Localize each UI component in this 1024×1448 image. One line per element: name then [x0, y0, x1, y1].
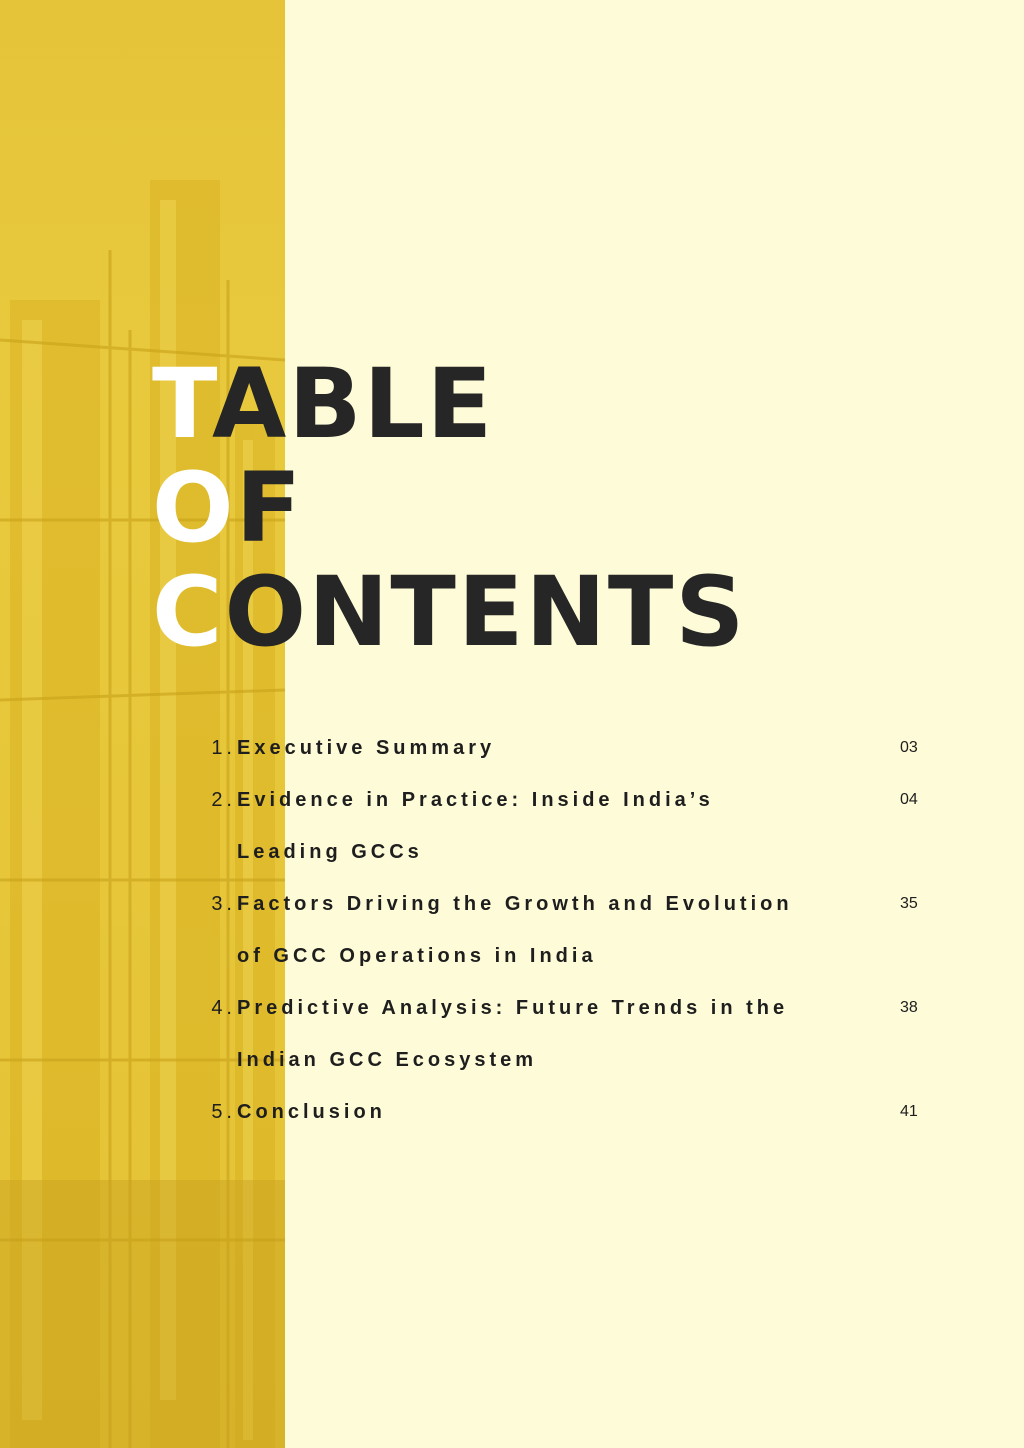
title-line-of [152, 452, 746, 564]
title-line-contents [152, 556, 747, 668]
title-initial-o: O [152, 452, 236, 564]
title-rest-f: F [235, 452, 304, 564]
toc-item-number: 4. [211, 997, 236, 1019]
title-rest-able: ABLE [212, 348, 495, 460]
title-rest-ontents: ONTENTS [224, 556, 747, 668]
toc-item-page: 04 [900, 791, 918, 808]
toc-item-page: 03 [900, 739, 918, 756]
toc-item-number: 3. [211, 893, 236, 915]
toc-item-predictive-analysis[interactable] [204, 982, 964, 1086]
toc-list [204, 722, 964, 1138]
toc-item-number: 5. [211, 1101, 236, 1123]
page-title [152, 348, 747, 668]
toc-item-page: 38 [900, 999, 918, 1016]
toc-item-evidence-in-practice[interactable] [204, 774, 964, 878]
toc-item-title: Evidence in Practice: Inside India’s Leading GCCs [237, 789, 714, 863]
toc-item-number: 2. [211, 789, 236, 811]
toc-item-number: 1. [211, 737, 236, 759]
title-line-table [152, 348, 746, 460]
toc-item-page: 35 [900, 895, 918, 912]
title-initial-c: C [152, 556, 225, 668]
toc-item-title: Factors Driving the Growth and Evolution of GCC Operations in India [237, 893, 793, 967]
toc-item-title: Conclusion [237, 1101, 386, 1123]
toc-item-conclusion[interactable] [204, 1086, 964, 1138]
title-initial-t: T [152, 348, 213, 460]
toc-item-factors-driving-growth[interactable] [204, 878, 964, 982]
toc-item-page: 41 [900, 1103, 918, 1120]
toc-item-executive-summary[interactable] [204, 722, 964, 774]
toc-item-title: Predictive Analysis: Future Trends in the Indian GCC Ecosystem [237, 997, 789, 1071]
toc-item-title: Executive Summary [237, 737, 496, 759]
